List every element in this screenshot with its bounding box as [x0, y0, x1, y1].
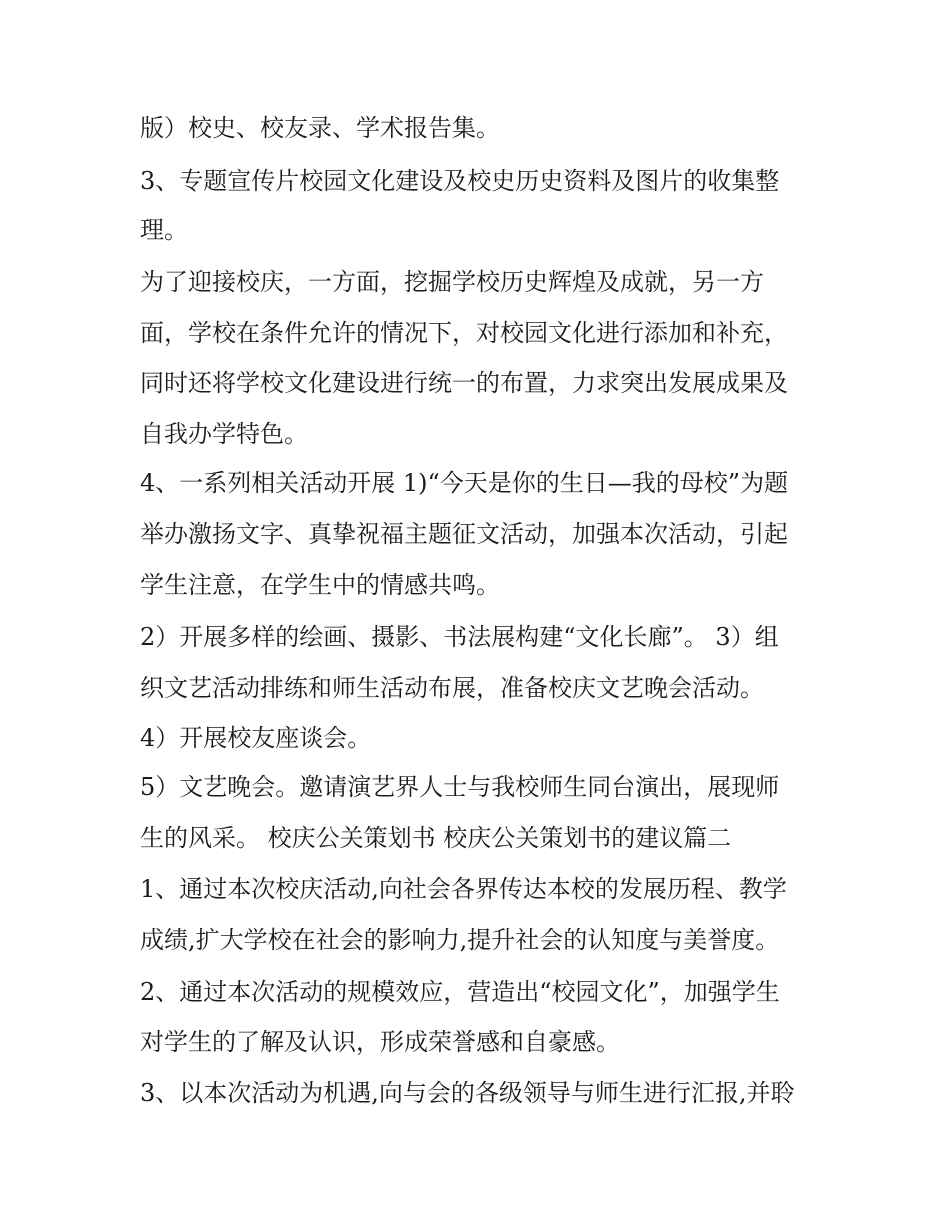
text-line: 3、以本次活动为机遇,向与会的各级领导与师生进行汇报,并聆: [140, 1079, 795, 1107]
text-line: 3、专题宣传片校园文化建设及校史历史资料及图片的收集整: [140, 167, 780, 195]
text-line: 同时还将学校文化建设进行统一的布置，力求突出发展成果及: [140, 369, 788, 397]
text-line: 生的风采。 校庆公关策划书 校庆公关策划书的建议篇二: [140, 824, 732, 852]
text-line: 织文艺活动排练和师生活动布展，准备校庆文艺晚会活动。: [140, 674, 764, 702]
text-line: 面，学校在条件允许的情况下，对校园文化进行添加和补充，: [140, 319, 788, 347]
text-line: 学生注意，在学生中的情感共鸣。: [140, 571, 500, 599]
text-line: 版）校史、校友录、学术报告集。: [140, 114, 500, 142]
text-line: 1、通过本次校庆活动,向社会各界传达本校的发展历程、教学: [140, 875, 787, 903]
text-line: 对学生的了解及认识，形成荣誉感和自豪感。: [140, 1028, 620, 1056]
text-line: 5）文艺晚会。邀请演艺界人士与我校师生同台演出，展现师: [140, 773, 780, 801]
text-line: 4、一系列相关活动开展 1)“今天是你的生日—我的母校”为题: [140, 469, 789, 497]
text-line: 2、通过本次活动的规模效应，营造出“校园文化”，加强学生: [140, 978, 780, 1006]
text-line: 理。: [140, 216, 188, 244]
text-line: 为了迎接校庆，一方面，挖掘学校历史辉煌及成就，另一方: [140, 268, 764, 296]
text-line: 4）开展校友座谈会。: [140, 724, 372, 752]
text-line: 2）开展多样的绘画、摄影、书法展构建“文化长廊”。 3）组: [140, 623, 779, 651]
text-line: 举办激扬文字、真挚祝福主题征文活动，加强本次活动，引起: [140, 520, 788, 548]
text-line: 自我办学特色。: [140, 420, 308, 448]
text-line: 成绩,扩大学校在社会的影响力,提升社会的认知度与美誉度。: [140, 926, 780, 954]
